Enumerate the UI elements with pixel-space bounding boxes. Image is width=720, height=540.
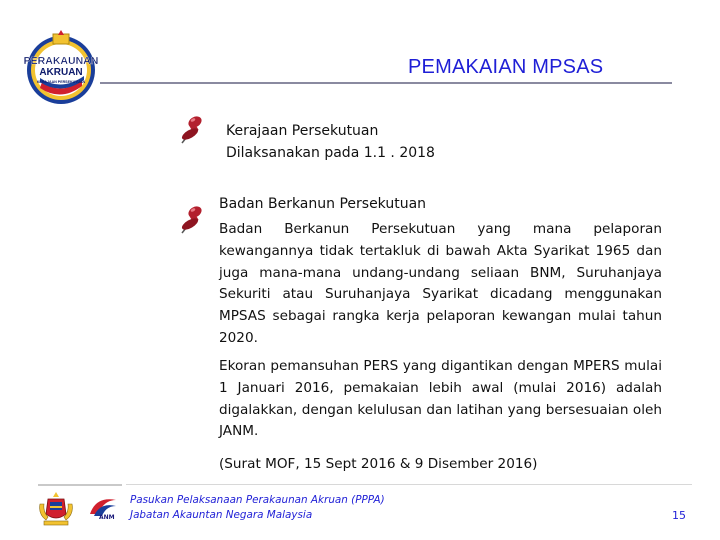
bullet2-paragraph1: Badan Berkanun Persekutuan yang mana pelaporan kewangannya tidak tertakluk di bawah Akta Syarikat 1965 dan juga mana-mana undang-undang seliaan BNM, Suruhanjaya Sekuriti atau Suruhanjaya Syarikat dicadang menggunakan MPSAS sebagai rangka kerja pelaporan kewangan mulai tahun 2020. (219, 221, 662, 346)
pushpin-icon (180, 204, 206, 234)
pushpin-icon (180, 114, 206, 144)
logo-line2: AKRUAN (39, 67, 83, 78)
page-title: PEMAKAIAN MPSAS (408, 56, 604, 78)
footer-team-name: Pasukan Pelaksanaan Perakaunan Akruan (PPPA) (130, 494, 385, 506)
logo-line3: KERAJAAN PERSEKUTUAN (36, 80, 86, 84)
title-underline (100, 82, 672, 84)
bullet1-line2: Dilaksanakan pada 1.1 . 2018 (226, 145, 435, 161)
bullet2-reference: (Surat MOF, 15 Sept 2016 & 9 Disember 2016) (219, 456, 538, 472)
logo-line1: PERAKAUNAN (23, 55, 99, 67)
perakaunan-akruan-logo (20, 28, 102, 108)
bullet2-heading: Badan Berkanun Persekutuan (219, 196, 427, 212)
malaysia-crest-icon (36, 490, 76, 528)
page-number: 15 (672, 509, 686, 522)
anm-logo-label: ANM (99, 514, 115, 521)
footer-department-name: Jabatan Akauntan Negara Malaysia (130, 509, 313, 521)
bullet2-paragraph2: Ekoran pemansuhan PERS yang digantikan dengan MPERS mulai 1 Januari 2016, pemakaian lebih awal (mulai 2016) adalah digalakkan, dengan kelulusan dan latihan yang bersesuaian oleh JANM. (219, 358, 662, 440)
bullet1-line1: Kerajaan Persekutuan (226, 123, 379, 139)
footer-divider-long (126, 484, 692, 485)
footer-divider (38, 484, 122, 486)
